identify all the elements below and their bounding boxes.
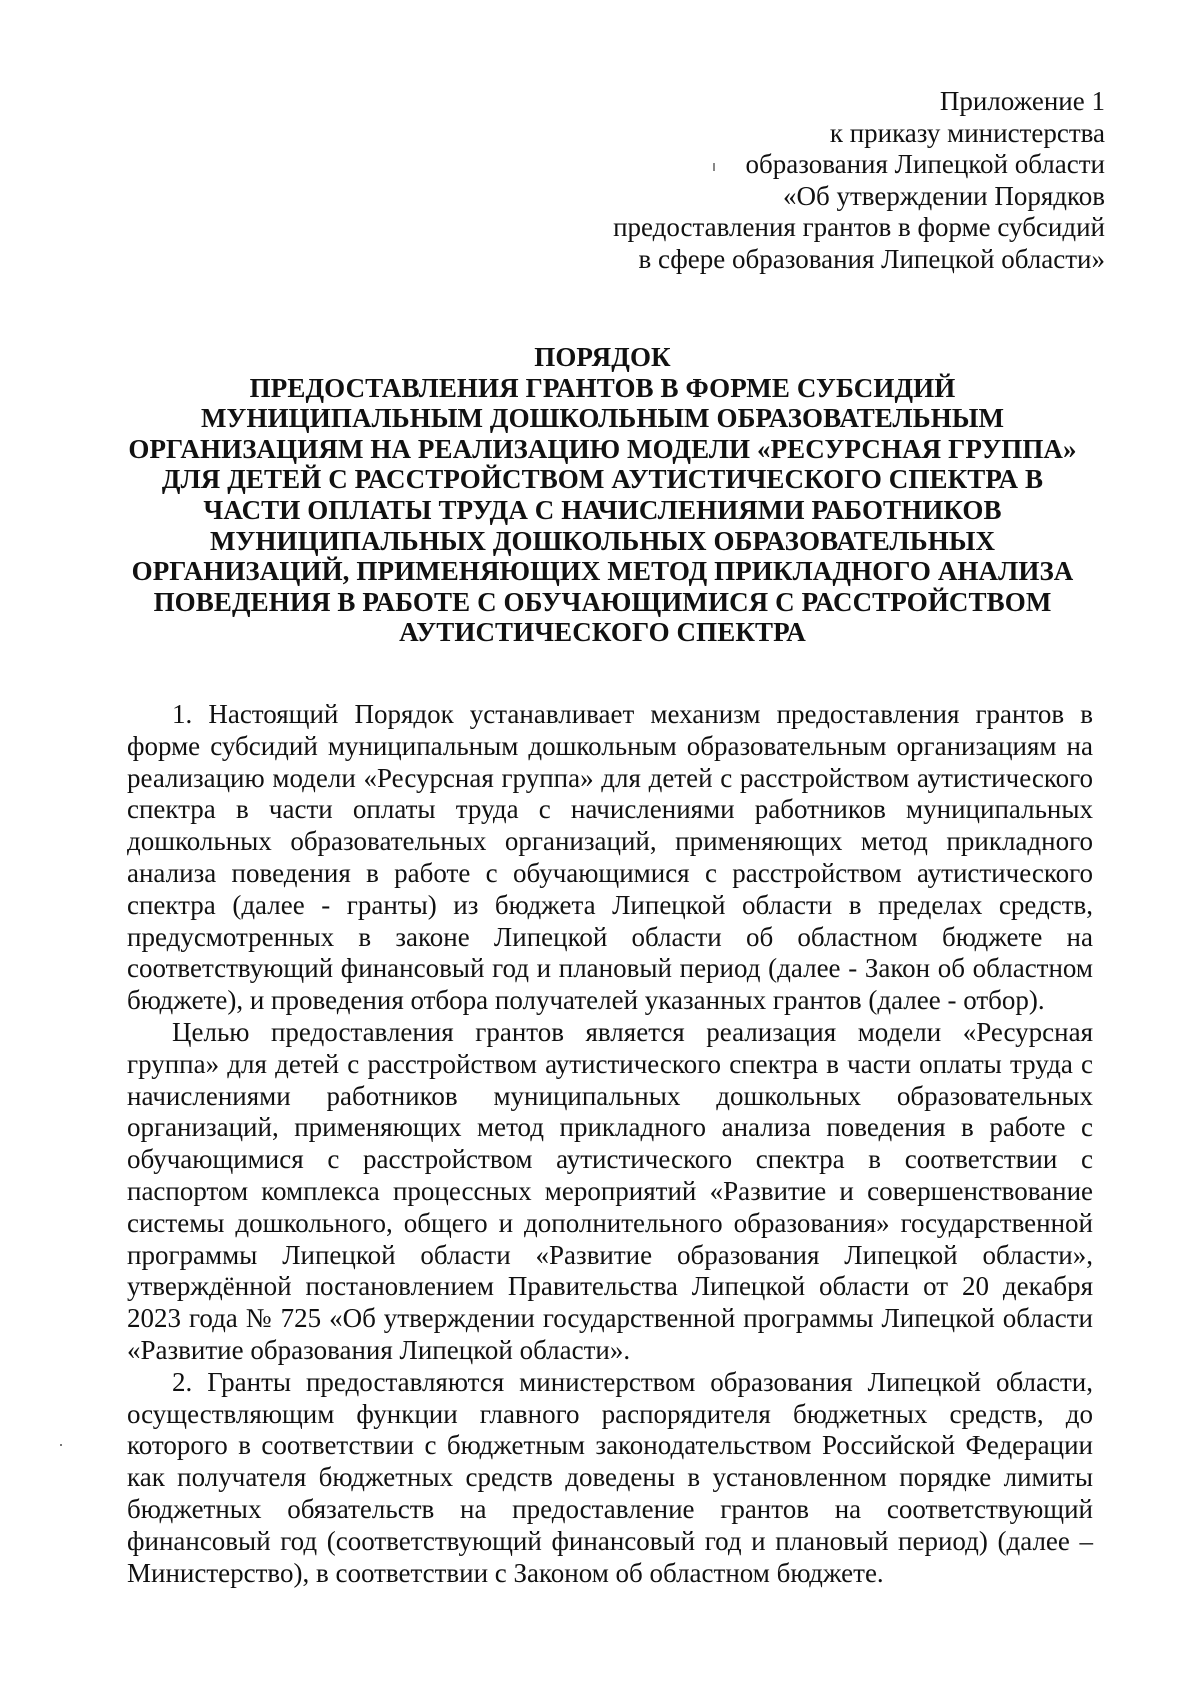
title-line: ПОВЕДЕНИЯ В РАБОТЕ С ОБУЧАЮЩИМИСЯ С РАССТРОЙСТВОМ (153, 586, 1052, 617)
appendix-line: образования Липецкой области (745, 149, 1105, 180)
title-line: МУНИЦИПАЛЬНЫХ ДОШКОЛЬНЫХ ОБРАЗОВАТЕЛЬНЫХ (209, 525, 996, 556)
appendix-line: предоставления грантов в форме субсидий (613, 212, 1105, 243)
paragraph-1: 1. Настоящий Порядок устанавливает механизм предоставления грантов в форме субсидий муниципальным дошкольным образовательным организациям на реализацию модели «Ресурсная группа» для детей с расстройством аутистического спектра в части оплаты труда с начислениями работников муниципальных дошкольных образовательных организаций, применяющих метод прикладного анализа поведения в работе с обучающимися с расстройством аутистического спектра (далее - гранты) из бюджета Липецкой области в пределах средств, предусмотренных в законе Липецкой области об областном бюджете на соответствующий финансовый год и плановый период (далее - Закон об областном бюджете), и проведения отбора получателей указанных грантов (далее - отбор). (127, 699, 1093, 1016)
paragraph-2: Целью предоставления грантов является реализация модели «Ресурсная группа» для детей с расстройством аутистического спектра в части оплаты труда с начислениями работников муниципальных дошкольных образовательных организаций, применяющих метод прикладного анализа поведения в работе с обучающимися с расстройством аутистического спектра в соответствии с паспортом комплекса процессных мероприятий «Развитие и совершенствование системы дошкольного, общего и дополнительного образования» государственной программы Липецкой области «Развитие образования Липецкой области», утверждённой постановлением Правительства Липецкой области от 20 декабря 2023 года № 725 «Об утверждении государственной программы Липецкой области «Развитие образования Липецкой области». (127, 1016, 1093, 1365)
appendix-line: Приложение 1 (939, 86, 1105, 116)
scan-artifact (713, 163, 715, 171)
appendix-header (545, 86, 1105, 276)
appendix-line: в сфере образования Липецкой области» (638, 243, 1105, 274)
title-line: ОРГАНИЗАЦИЯМ НА РЕАЛИЗАЦИЮ МОДЕЛИ «РЕСУРСНАЯ ГРУППА» (128, 433, 1077, 464)
paragraph-3: 2. Гранты предоставляются министерством образования Липецкой области, осуществляющим функции главного распорядителя бюджетных средств, до которого в соответствии с бюджетным законодательством Российской Федерации как получателя бюджетных средств доведены в установленном порядке лимиты бюджетных обязательств на предоставление грантов на соответствующий финансовый год (соответствующий финансовый год и плановый период) (далее – Министерство), в соответствии с Законом об областном бюджете. (127, 1366, 1093, 1588)
title-line: МУНИЦИПАЛЬНЫМ ДОШКОЛЬНЫМ ОБРАЗОВАТЕЛЬНЫМ (200, 403, 1005, 434)
title-line: ПОРЯДОК (534, 342, 671, 372)
title-line: ОРГАНИЗАЦИЙ, ПРИМЕНЯЮЩИХ МЕТОД ПРИКЛАДНОГО АНАЛИЗА (131, 556, 1074, 587)
title-line: ЧАСТИ ОПЛАТЫ ТРУДА С НАЧИСЛЕНИЯМИ РАБОТНИКОВ (203, 494, 1002, 525)
appendix-line: «Об утверждении Порядков (783, 180, 1105, 211)
document-body (127, 699, 1093, 1589)
appendix-line: к приказу министерства (829, 117, 1105, 148)
document-title (110, 342, 1095, 648)
title-line: ДЛЯ ДЕТЕЙ С РАССТРОЙСТВОМ АУТИСТИЧЕСКОГО СПЕКТРА В (161, 464, 1044, 495)
title-line: ПРЕДОСТАВЛЕНИЯ ГРАНТОВ В ФОРМЕ СУБСИДИЙ (249, 372, 956, 403)
scan-artifact (60, 1444, 62, 1446)
title-line: АУТИСТИЧЕСКОГО СПЕКТРА (399, 617, 806, 648)
